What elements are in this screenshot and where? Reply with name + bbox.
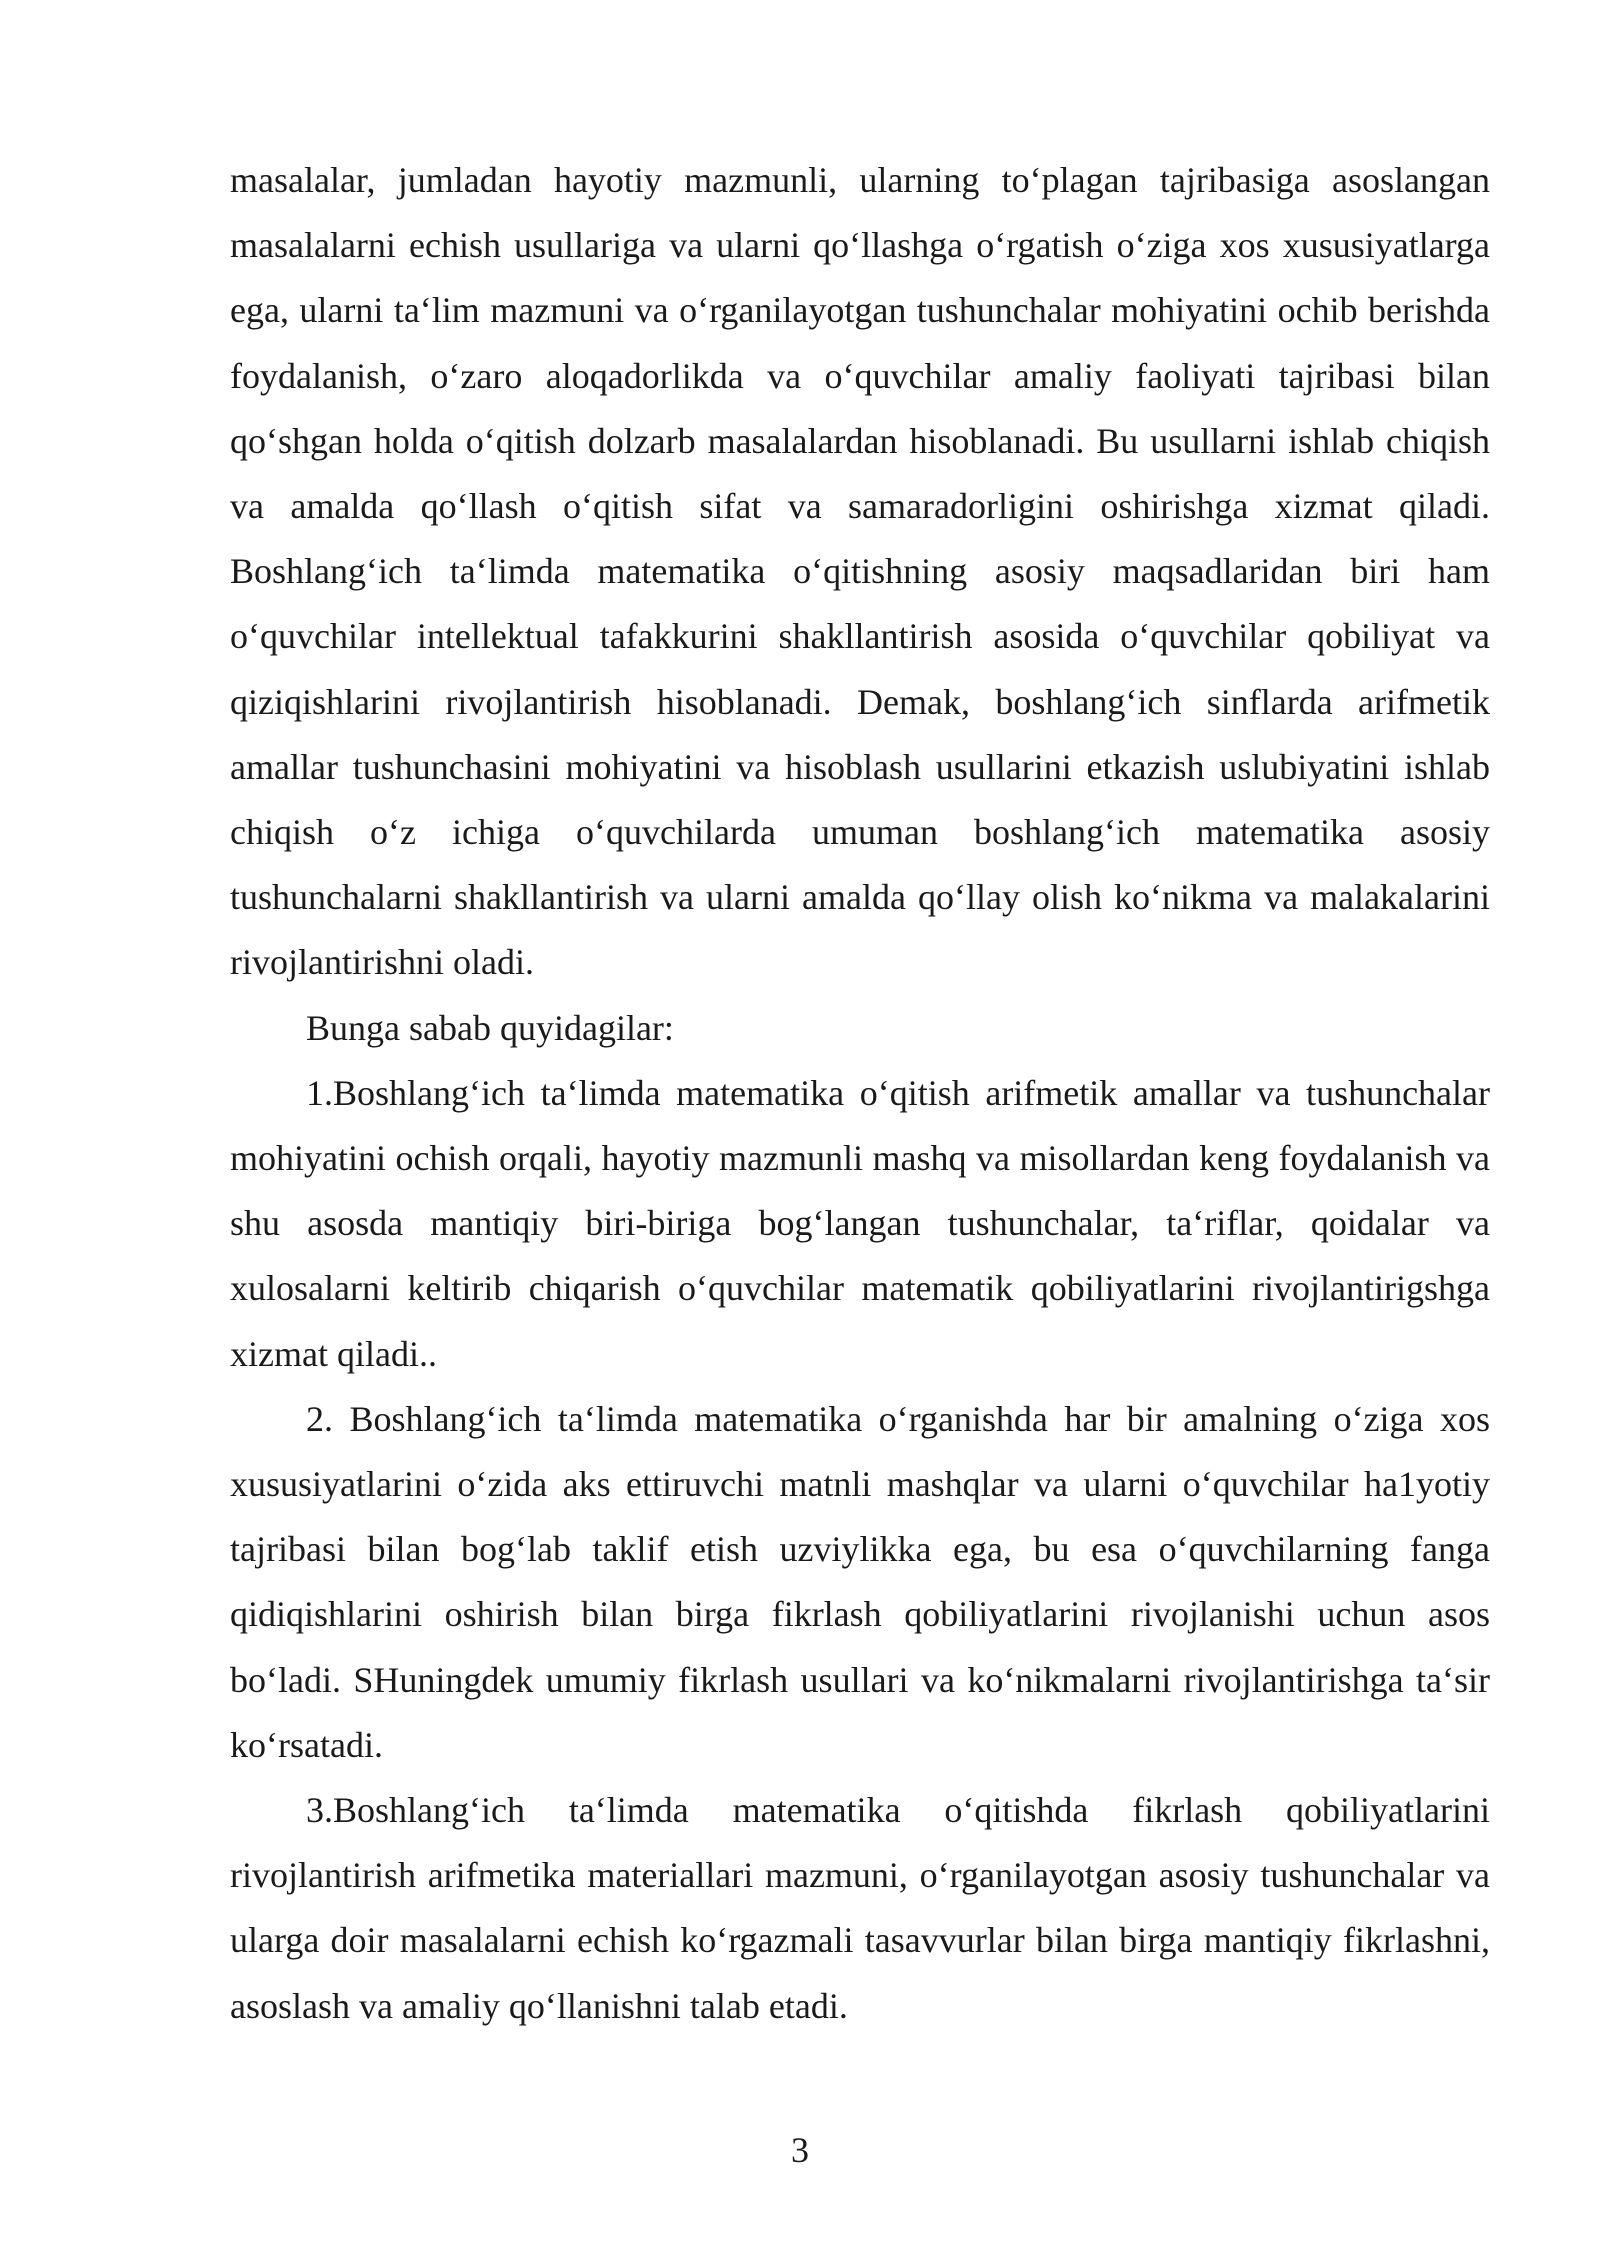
document-body <box>230 148 1490 2039</box>
paragraph-reason-2: 2. Boshlang‘ich ta‘limda matematika o‘rganishda har bir amalning o‘ziga xos xususiyatlarini o‘zida aks ettiruvchi matnli mashqlar va ularni o‘quvchilar ha1yotiy tajribasi bilan bog‘lab taklif etish uzviylikka ega, bu esa o‘quvchilarning fanga qidiqishlarini oshirish bilan birga fikrlash qobiliyatlarini rivojlanishi uchun asos bo‘ladi. SHuningdek umumiy fikrlash usullari va ko‘nikmalarni rivojlantirishga ta‘sir ko‘rsatadi. <box>230 1398 1490 1765</box>
page-number: 3 <box>791 2130 809 2170</box>
paragraph-reason-3: 3.Boshlang‘ich ta‘limda matematika o‘qitishda fikrlash qobiliyatlarini rivojlantirish arifmetika materiallari mazmuni, o‘rganilayotgan asosiy tushunchalar va ularga doir masalalarni echish ko‘rgazmali tasavvurlar bilan birga mantiqiy fikrlashni, asoslash va amaliy qo‘llanishni talab etadi. <box>230 1790 1490 2026</box>
paragraph-reason-1: 1.Boshlang‘ich ta‘limda matematika o‘qitish arifmetik amallar va tushunchalar mohiyatini ochish orqali, hayotiy mazmunli mashq va misollardan keng foydalanish va shu asosda mantiqiy biri-biriga bog‘langan tushunchalar, ta‘riflar, qoidalar va xulosalarni keltirib chiqarish o‘quvchilar matematik qobiliyatlarini rivojlantirigshga xizmat qiladi.. <box>230 1072 1490 1374</box>
paragraph-reasons-heading: Bunga sabab quyidagilar: <box>306 1007 674 1048</box>
paragraph-intro: masalalar, jumladan hayotiy mazmunli, ularning to‘plagan tajribasiga asoslangan masalalarni echish usullariga va ularni qo‘llashga o‘rgatish o‘ziga xos xususiyatlarga ega, ularni ta‘lim mazmuni va o‘rganilayotgan tushunchalar mohiyatini ochib berishda foydalanish, o‘zaro aloqadorlikda va o‘quvchilar amaliy faoliyati tajribasi bilan qo‘shgan holda o‘qitish dolzarb masalalardan hisoblanadi. Bu usullarni ishlab chiqish va amalda qo‘llash o‘qitish sifat va samaradorligini oshirishga xizmat qiladi. Boshlang‘ich ta‘limda matematika o‘qitishning asosiy maqsadlaridan biri ham o‘quvchilar intellektual tafakkurini shakllantirish asosida o‘quvchilar qobiliyat va qiziqishlarini rivojlantirish hisoblanadi. Demak, boshlang‘ich sinflarda arifmetik amallar tushunchasini mohiyatini va hisoblash usullarini etkazish uslubiyatini ishlab chiqish o‘z ichiga o‘quvchilarda umuman boshlang‘ich matematika asosiy tushunchalarni shakllantirish va ularni amalda qo‘llay olish ko‘nikma va malakalarini rivojlantirishni oladi. <box>230 160 1490 983</box>
